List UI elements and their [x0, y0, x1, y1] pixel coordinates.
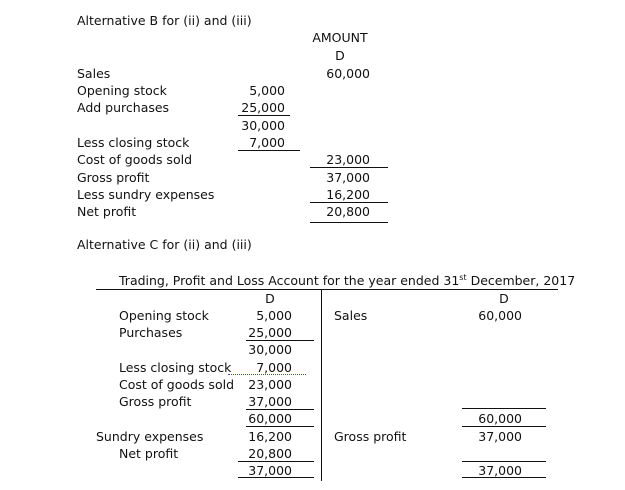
debit-opening-stock-value: 5,000 [256, 308, 292, 323]
add-purchases-value: 25,000 [241, 100, 285, 115]
rule [238, 461, 314, 462]
credit-sales-label: Sales [334, 308, 368, 323]
alt-c-heading: Alternative C for (ii) and (iii) [77, 237, 252, 252]
debit-opening-stock-label: Opening stock [119, 308, 209, 323]
credit-total-2-value: 37,000 [478, 463, 522, 478]
sales-value: 60,000 [326, 66, 370, 81]
debit-currency: D [265, 291, 275, 306]
net-profit-label: Net profit [77, 204, 137, 219]
debit-purchases-value: 25,000 [248, 325, 292, 340]
rule [238, 115, 290, 116]
credit-gross-profit-value: 37,000 [478, 429, 522, 444]
account-title-main: Trading, Profit and Loss Account for the year ended 31 [119, 273, 460, 288]
debit-subtotal-value: 30,000 [248, 342, 292, 357]
debit-sundry-expenses-label: Sundry expenses [96, 429, 204, 444]
debit-less-closing-stock-label: Less closing stock [119, 360, 232, 375]
rule [246, 340, 314, 341]
credit-total-1-value: 60,000 [478, 411, 522, 426]
rule [238, 150, 300, 151]
cost-of-goods-sold-label: Cost of goods sold [77, 152, 193, 167]
alt-b-heading: Alternative B for (ii) and (iii) [77, 13, 252, 28]
currency-header: D [335, 48, 345, 63]
debit-net-profit-label: Net profit [119, 446, 179, 461]
credit-sales-value: 60,000 [478, 308, 522, 323]
subtotal-value: 30,000 [241, 118, 285, 133]
rule [246, 426, 314, 427]
add-purchases-label: Add purchases [77, 100, 170, 115]
less-closing-stock-label: Less closing stock [77, 135, 190, 150]
amount-header: AMOUNT [312, 30, 368, 45]
account-title [119, 273, 575, 288]
debit-total-2-value: 37,000 [248, 463, 292, 478]
rule [238, 477, 314, 478]
t-account-divider [321, 289, 322, 481]
t-account-top-rule [96, 289, 558, 290]
debit-gross-profit-label: Gross profit [119, 394, 192, 409]
rule [462, 408, 546, 409]
rule [228, 374, 306, 375]
debit-less-closing-stock-value: 7,000 [256, 360, 292, 375]
debit-gross-profit-value: 37,000 [248, 394, 292, 409]
less-closing-stock-value: 7,000 [249, 135, 285, 150]
rule [310, 167, 388, 168]
rule [246, 409, 314, 410]
account-title-date: December, 2017 [466, 273, 576, 288]
credit-gross-profit-label: Gross profit [334, 429, 407, 444]
rule [462, 461, 546, 462]
credit-currency: D [499, 291, 509, 306]
debit-net-profit-value: 20,800 [248, 446, 292, 461]
account-title-superscript: st [459, 272, 467, 282]
debit-purchases-label: Purchases [119, 325, 183, 340]
opening-stock-value: 5,000 [249, 83, 285, 98]
gross-profit-label: Gross profit [77, 170, 150, 185]
debit-cost-of-goods-sold-label: Cost of goods sold [119, 377, 235, 392]
sales-label: Sales [77, 66, 111, 81]
debit-cost-of-goods-sold-value: 23,000 [248, 377, 292, 392]
rule [310, 202, 388, 203]
rule [462, 426, 546, 427]
net-profit-value: 20,800 [326, 204, 370, 219]
less-sundry-expenses-label: Less sundry expenses [77, 187, 215, 202]
less-sundry-expenses-value: 16,200 [326, 187, 370, 202]
cost-of-goods-sold-value: 23,000 [326, 152, 370, 167]
gross-profit-value: 37,000 [326, 170, 370, 185]
rule [462, 477, 546, 478]
opening-stock-label: Opening stock [77, 83, 167, 98]
debit-total-1-value: 60,000 [248, 411, 292, 426]
rule [310, 222, 388, 223]
debit-sundry-expenses-value: 16,200 [248, 429, 292, 444]
